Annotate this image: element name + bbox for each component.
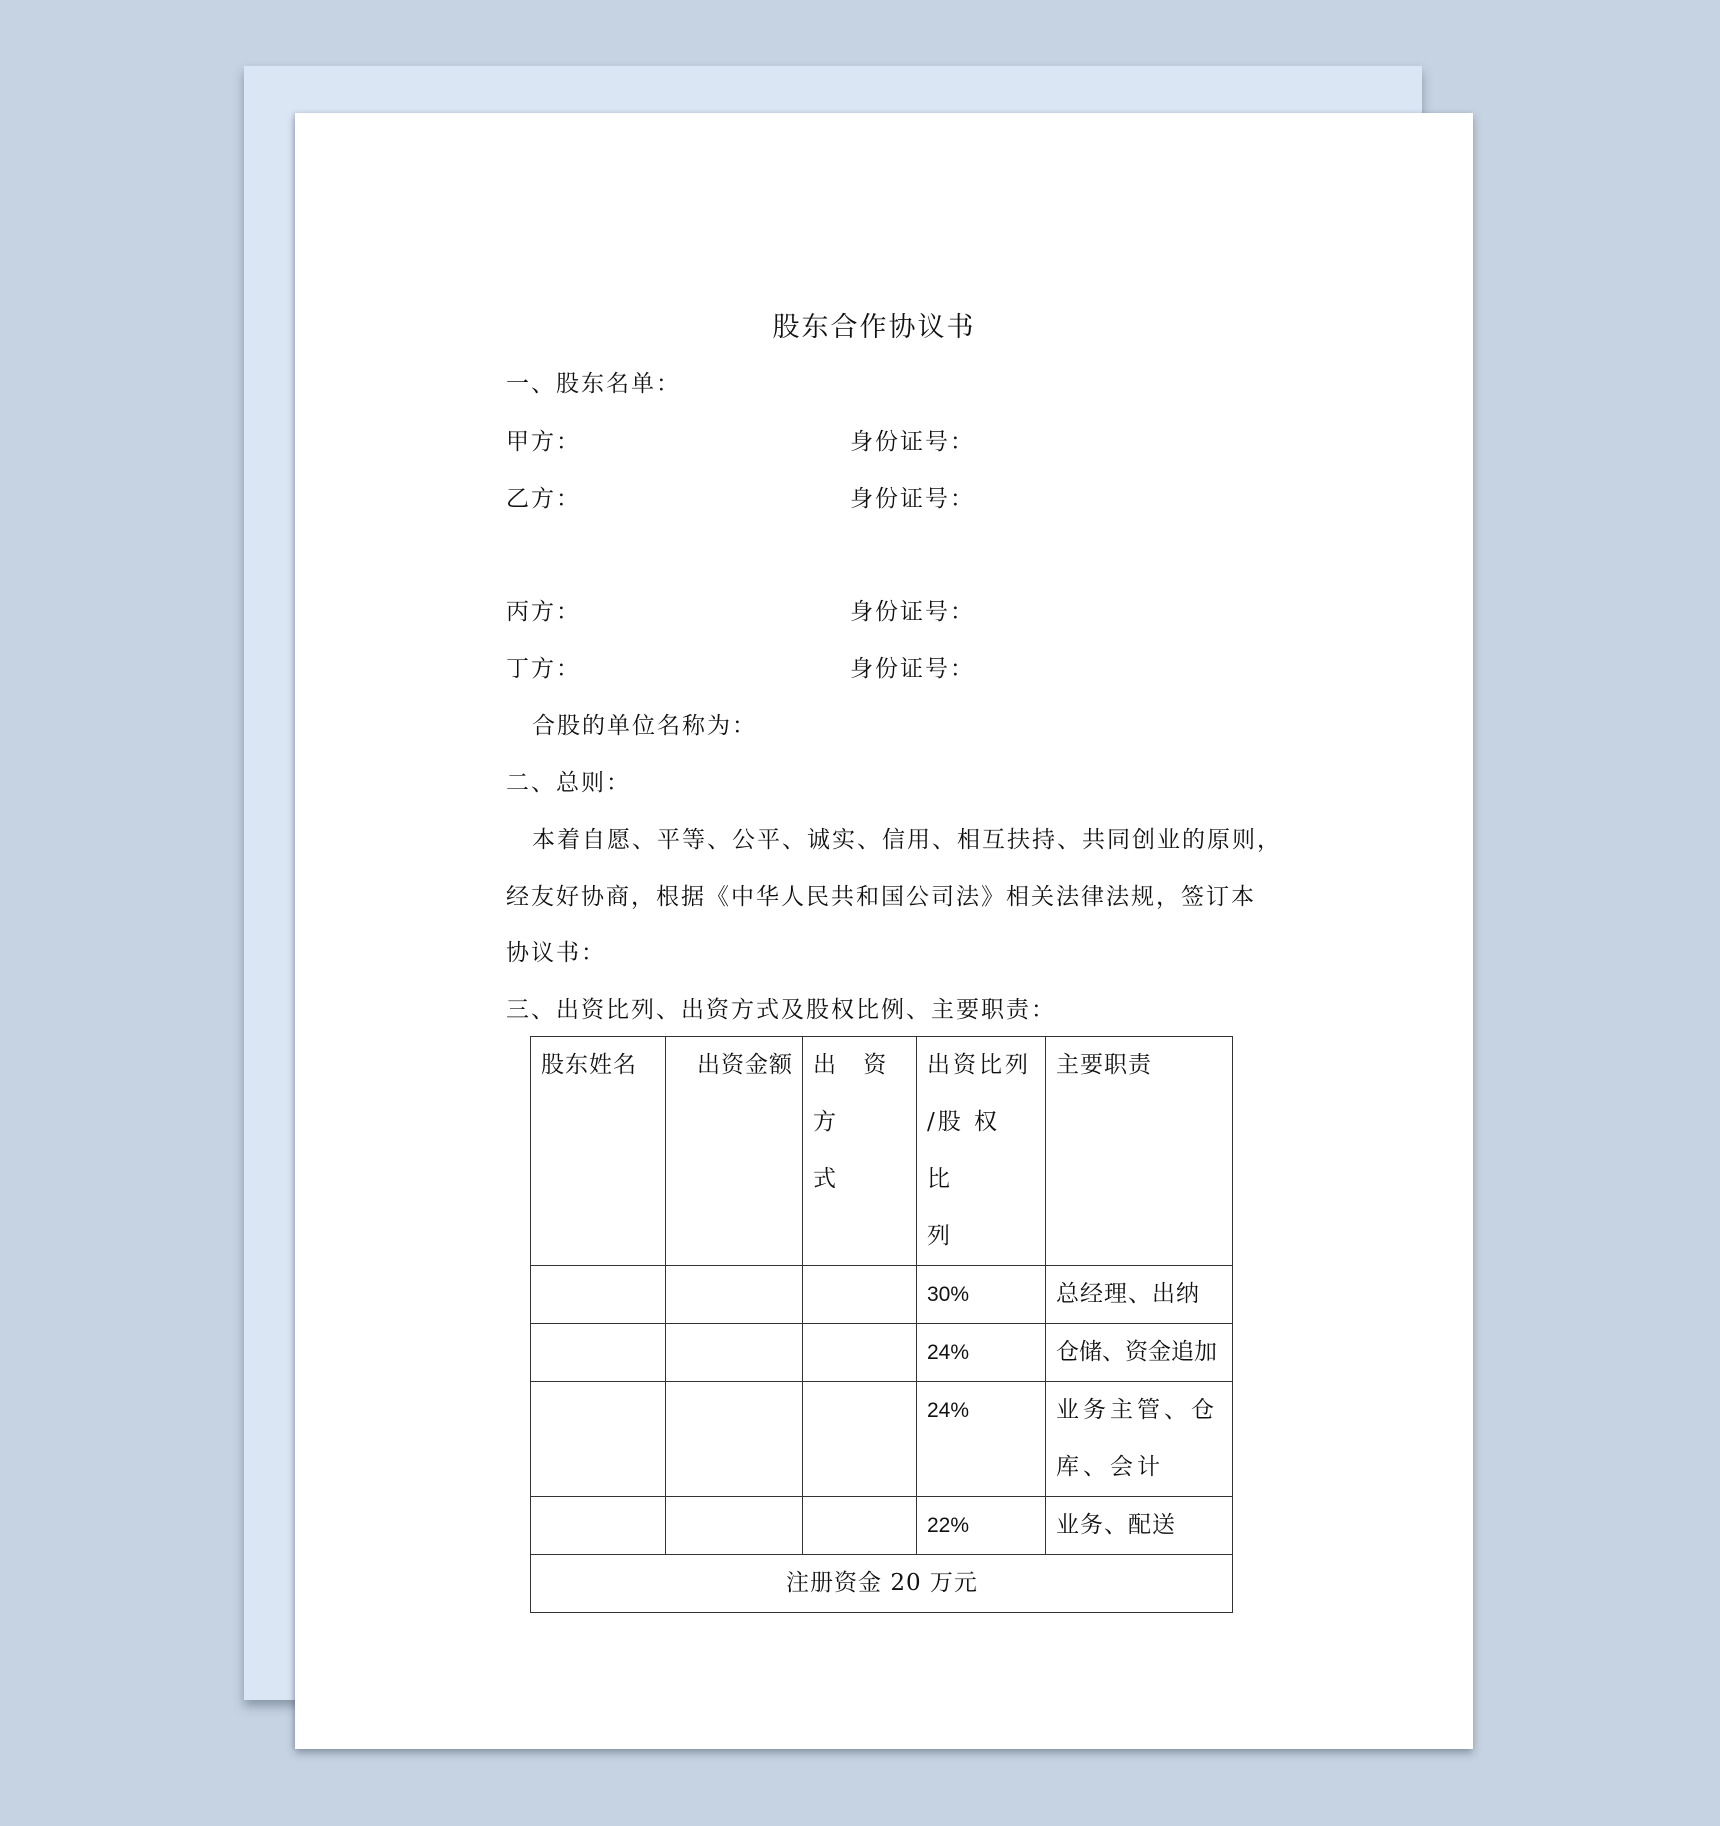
cell-name	[531, 1324, 666, 1382]
cell-ratio: 24%	[917, 1324, 1046, 1382]
cell-duty	[1046, 1324, 1233, 1382]
document-title: 股东合作协议书	[772, 312, 976, 343]
cell-ratio: 30%	[917, 1266, 1046, 1324]
cell-ratio: 24%	[917, 1382, 1046, 1497]
party-b-label: 乙方：	[506, 486, 581, 512]
cell-duty-text: 仓储、资金追加	[1056, 1339, 1217, 1365]
header-investment-amount	[666, 1037, 803, 1266]
cell-amount	[666, 1497, 803, 1555]
cell-amount	[666, 1266, 803, 1324]
cell-duty-text: 业务主管、仓库、会计	[1056, 1397, 1218, 1480]
party-a-label: 甲方：	[506, 429, 581, 455]
section-2-paragraph-line-3: 协议书：	[506, 940, 606, 966]
party-c-label: 丙方：	[506, 599, 581, 625]
cell-amount	[666, 1382, 803, 1497]
header-equity-ratio-text: 出资比列 /股 权 比 列	[927, 1052, 1031, 1249]
party-a-id-label: 身份证号：	[850, 429, 975, 455]
table-row	[531, 1266, 1233, 1324]
header-main-duties-text: 主要职责	[1056, 1052, 1152, 1078]
party-c-id-label: 身份证号：	[850, 599, 975, 625]
cell-method	[803, 1382, 917, 1497]
cell-name	[531, 1497, 666, 1555]
header-investment-amount-text: 出资金额	[697, 1052, 793, 1078]
header-equity-ratio	[917, 1037, 1046, 1266]
table-row	[531, 1497, 1233, 1555]
party-d-label: 丁方：	[506, 656, 581, 682]
cell-name	[531, 1382, 666, 1497]
party-b-id-label: 身份证号：	[850, 486, 975, 512]
cell-method	[803, 1497, 917, 1555]
cell-amount	[666, 1324, 803, 1382]
cell-ratio: 22%	[917, 1497, 1046, 1555]
header-shareholder-name	[531, 1037, 666, 1266]
cell-method	[803, 1324, 917, 1382]
table-total-row	[531, 1555, 1233, 1613]
section-2-paragraph-line-1: 本着自愿、平等、公平、诚实、信用、相互扶持、共同创业的原则，	[532, 827, 1282, 853]
section-2-heading: 二、总则：	[506, 770, 631, 796]
cell-duty	[1046, 1382, 1233, 1497]
cell-duty	[1046, 1497, 1233, 1555]
header-shareholder-name-text: 股东姓名	[541, 1052, 637, 1078]
header-main-duties	[1046, 1037, 1233, 1266]
shareholder-table	[530, 1036, 1233, 1613]
cell-duty	[1046, 1266, 1233, 1324]
cell-method	[803, 1266, 917, 1324]
cell-name	[531, 1266, 666, 1324]
party-d-id-label: 身份证号：	[850, 656, 975, 682]
header-investment-method-text: 出 资 方 式	[813, 1052, 897, 1192]
registered-capital-cell	[531, 1555, 1233, 1613]
section-3-heading: 三、出资比列、出资方式及股权比例、主要职责：	[506, 997, 1056, 1023]
section-1-heading: 一、股东名单：	[506, 371, 681, 397]
registered-capital-text: 注册资金 20 万元	[786, 1570, 978, 1596]
table-header-row	[531, 1037, 1233, 1266]
table-row	[531, 1324, 1233, 1382]
table-row	[531, 1382, 1233, 1497]
company-name-line: 合股的单位名称为：	[532, 713, 757, 739]
cell-duty-text: 总经理、出纳	[1056, 1281, 1200, 1307]
header-investment-method	[803, 1037, 917, 1266]
section-2-paragraph-line-2: 经友好协商，根据《中华人民共和国公司法》相关法律法规，签订本	[506, 884, 1256, 910]
cell-duty-text: 业务、配送	[1056, 1512, 1176, 1538]
